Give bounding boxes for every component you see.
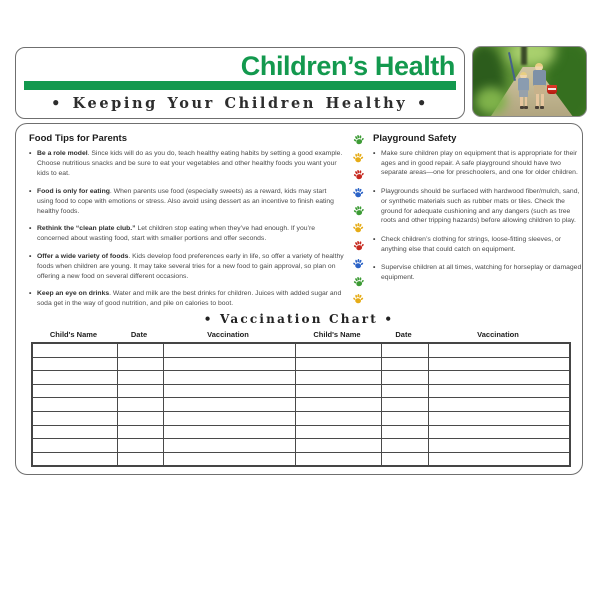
- table-cell: [117, 371, 163, 385]
- tip-lead: Rethink the “clean plate club.”: [37, 225, 136, 232]
- tip-text: . Kids develop food preferences early in life, so offer a variety of healthy foods when children are young. It may take several tries for a new food to gain approval, so plan on offering a new food on several different occasions.: [37, 252, 344, 280]
- playground-tip-item: [373, 149, 584, 178]
- table-cell: [428, 425, 570, 439]
- table-cell: [381, 357, 428, 371]
- table-cell: [32, 357, 117, 371]
- table-cell: [381, 411, 428, 425]
- tip-text: Check children’s clothing for strings, loose-fitting sleeves, or anything else that could catch on equipment.: [381, 235, 562, 253]
- vaccination-chart-title: • Vaccination Chart •: [203, 312, 395, 326]
- table-row: [32, 357, 570, 371]
- table-column-header: Date: [395, 330, 412, 339]
- children-walking-photo: [472, 46, 587, 117]
- table-cell: [381, 384, 428, 398]
- table-cell: [163, 343, 295, 357]
- table-cell: [117, 439, 163, 453]
- table-cell: [295, 343, 381, 357]
- tip-lead: Food is only for eating: [37, 187, 110, 195]
- vaccination-table: [31, 342, 571, 467]
- brand-title: Children’s Health: [240, 51, 455, 81]
- table-column-header: Child's Name: [49, 330, 98, 339]
- tip-text: Make sure children play on equipment that is appropriate for their ages and in good repair. A safe playground should have two separate areas—one for preschoolers, and one for older children.: [381, 150, 578, 177]
- table-cell: [428, 357, 570, 371]
- food-tip-item: [29, 252, 344, 282]
- table-cell: [381, 452, 428, 466]
- tip-lead: Keep an eye on drinks: [37, 290, 110, 297]
- tip-lead: Be a role model: [37, 150, 88, 157]
- table-row: [32, 398, 570, 412]
- table-cell: [295, 425, 381, 439]
- tip-text: Supervise children at all times, watching for horseplay or damaged equipment.: [381, 264, 582, 282]
- handprint-icon: [352, 151, 365, 164]
- handprint-icon: [352, 133, 365, 146]
- table-cell: [381, 425, 428, 439]
- table-row: [32, 343, 570, 357]
- table-row: [32, 371, 570, 385]
- table-cell: [32, 371, 117, 385]
- playground-section: [373, 133, 584, 292]
- table-column-header: Vaccination: [477, 330, 519, 339]
- child-figure-right: [532, 63, 547, 111]
- vaccination-table-body: [32, 343, 570, 466]
- bucket-band: [548, 88, 556, 90]
- table-cell: [163, 452, 295, 466]
- table-cell: [428, 411, 570, 425]
- table-row: [32, 411, 570, 425]
- table-cell: [32, 411, 117, 425]
- table-cell: [295, 357, 381, 371]
- table-cell: [381, 371, 428, 385]
- table-cell: [32, 425, 117, 439]
- child-shorts: [534, 85, 545, 94]
- food-tips-list: [29, 149, 344, 309]
- table-column-header: Child's Name: [313, 330, 361, 339]
- vaccination-header-row: [31, 330, 569, 339]
- table-cell: [381, 343, 428, 357]
- table-cell: [295, 384, 381, 398]
- tip-text: Playgrounds should be surfaced with hardwood fiber/mulch, sand, or synthetic materials such as rubber mats or tiles. Check the ground for adequate cushioning and any dangers (such as tree roots and other tripping hazards) before allowing children to play.: [381, 188, 580, 225]
- table-cell: [163, 357, 295, 371]
- table-cell: [32, 343, 117, 357]
- table-cell: [295, 452, 381, 466]
- food-tip-item: [29, 187, 344, 217]
- table-cell: [117, 411, 163, 425]
- handprint-icon: [352, 168, 365, 181]
- table-row: [32, 384, 570, 398]
- child-shorts: [519, 90, 528, 97]
- food-tips-section: [29, 133, 344, 317]
- table-cell: [381, 439, 428, 453]
- table-cell: [117, 398, 163, 412]
- table-cell: [428, 452, 570, 466]
- table-cell: [32, 452, 117, 466]
- table-cell: [32, 384, 117, 398]
- table-cell: [163, 384, 295, 398]
- tip-text: . Water and milk are the best drinks for children. Juices with added sugar and soda get in the way of good nutrition, and pile on calories to boot.: [37, 290, 342, 307]
- handprint-icon: [352, 239, 365, 252]
- table-cell: [163, 398, 295, 412]
- tree-trunk: [521, 46, 527, 65]
- table-cell: [117, 452, 163, 466]
- tip-lead: Offer a wide variety of foods: [37, 252, 129, 260]
- table-row: [32, 439, 570, 453]
- table-cell: [117, 425, 163, 439]
- table-cell: [295, 398, 381, 412]
- food-tip-item: [29, 289, 344, 309]
- handprint-strip: [347, 133, 369, 310]
- tip-text: . Since kids will do as you do, teach healthy eating habits by setting a good example. Choose nutritious snacks and be sure to eat your vegetables and other healthy foods you want your kids to eat.: [37, 150, 343, 177]
- playground-tip-item: [373, 235, 584, 254]
- playground-list: [373, 149, 584, 283]
- table-cell: [381, 398, 428, 412]
- table-row: [32, 452, 570, 466]
- food-tip-item: [29, 149, 344, 179]
- subtitle: • Keeping Your Children Healthy •: [51, 95, 429, 112]
- table-cell: [428, 371, 570, 385]
- table-column-header: Vaccination: [207, 330, 249, 339]
- table-cell: [163, 439, 295, 453]
- table-cell: [428, 343, 570, 357]
- handprint-icon: [352, 292, 365, 305]
- table-cell: [117, 343, 163, 357]
- handprint-icon: [352, 257, 365, 270]
- table-cell: [295, 411, 381, 425]
- table-cell: [295, 371, 381, 385]
- handprint-icon: [352, 275, 365, 288]
- table-column-header: Date: [130, 330, 148, 339]
- table-cell: [428, 398, 570, 412]
- handprint-icon: [352, 221, 365, 234]
- content-card: [15, 123, 583, 475]
- accent-bar: [24, 81, 456, 90]
- table-cell: [32, 439, 117, 453]
- table-cell: [117, 384, 163, 398]
- table-cell: [32, 398, 117, 412]
- foliage-front: [475, 87, 507, 115]
- child-figure-left: [517, 72, 530, 108]
- food-tip-item: [29, 224, 344, 244]
- table-cell: [295, 439, 381, 453]
- child-shirt: [533, 70, 546, 86]
- table-cell: [428, 384, 570, 398]
- playground-heading: Playground Safety: [373, 133, 457, 144]
- tip-text: Let children stop eating when they’ve had enough. If you’re concerned about wasting food, start with smaller portions and offer seconds.: [37, 225, 316, 242]
- table-cell: [163, 425, 295, 439]
- playground-tip-item: [373, 263, 584, 282]
- table-row: [32, 425, 570, 439]
- table-cell: [163, 411, 295, 425]
- table-cell: [117, 357, 163, 371]
- table-cell: [428, 439, 570, 453]
- header-card: [15, 47, 465, 119]
- table-cell: [163, 371, 295, 385]
- handprint-icon: [352, 186, 365, 199]
- playground-tip-item: [373, 187, 584, 226]
- handprint-icon: [352, 204, 365, 217]
- food-tips-heading: Food Tips for Parents: [29, 133, 128, 144]
- tip-text: . When parents use food (especially sweets) as a reward, kids may start using food to cope with emotions or stress. Also avoid using dessert as an incentive to finish eating healthy foods.: [37, 187, 334, 215]
